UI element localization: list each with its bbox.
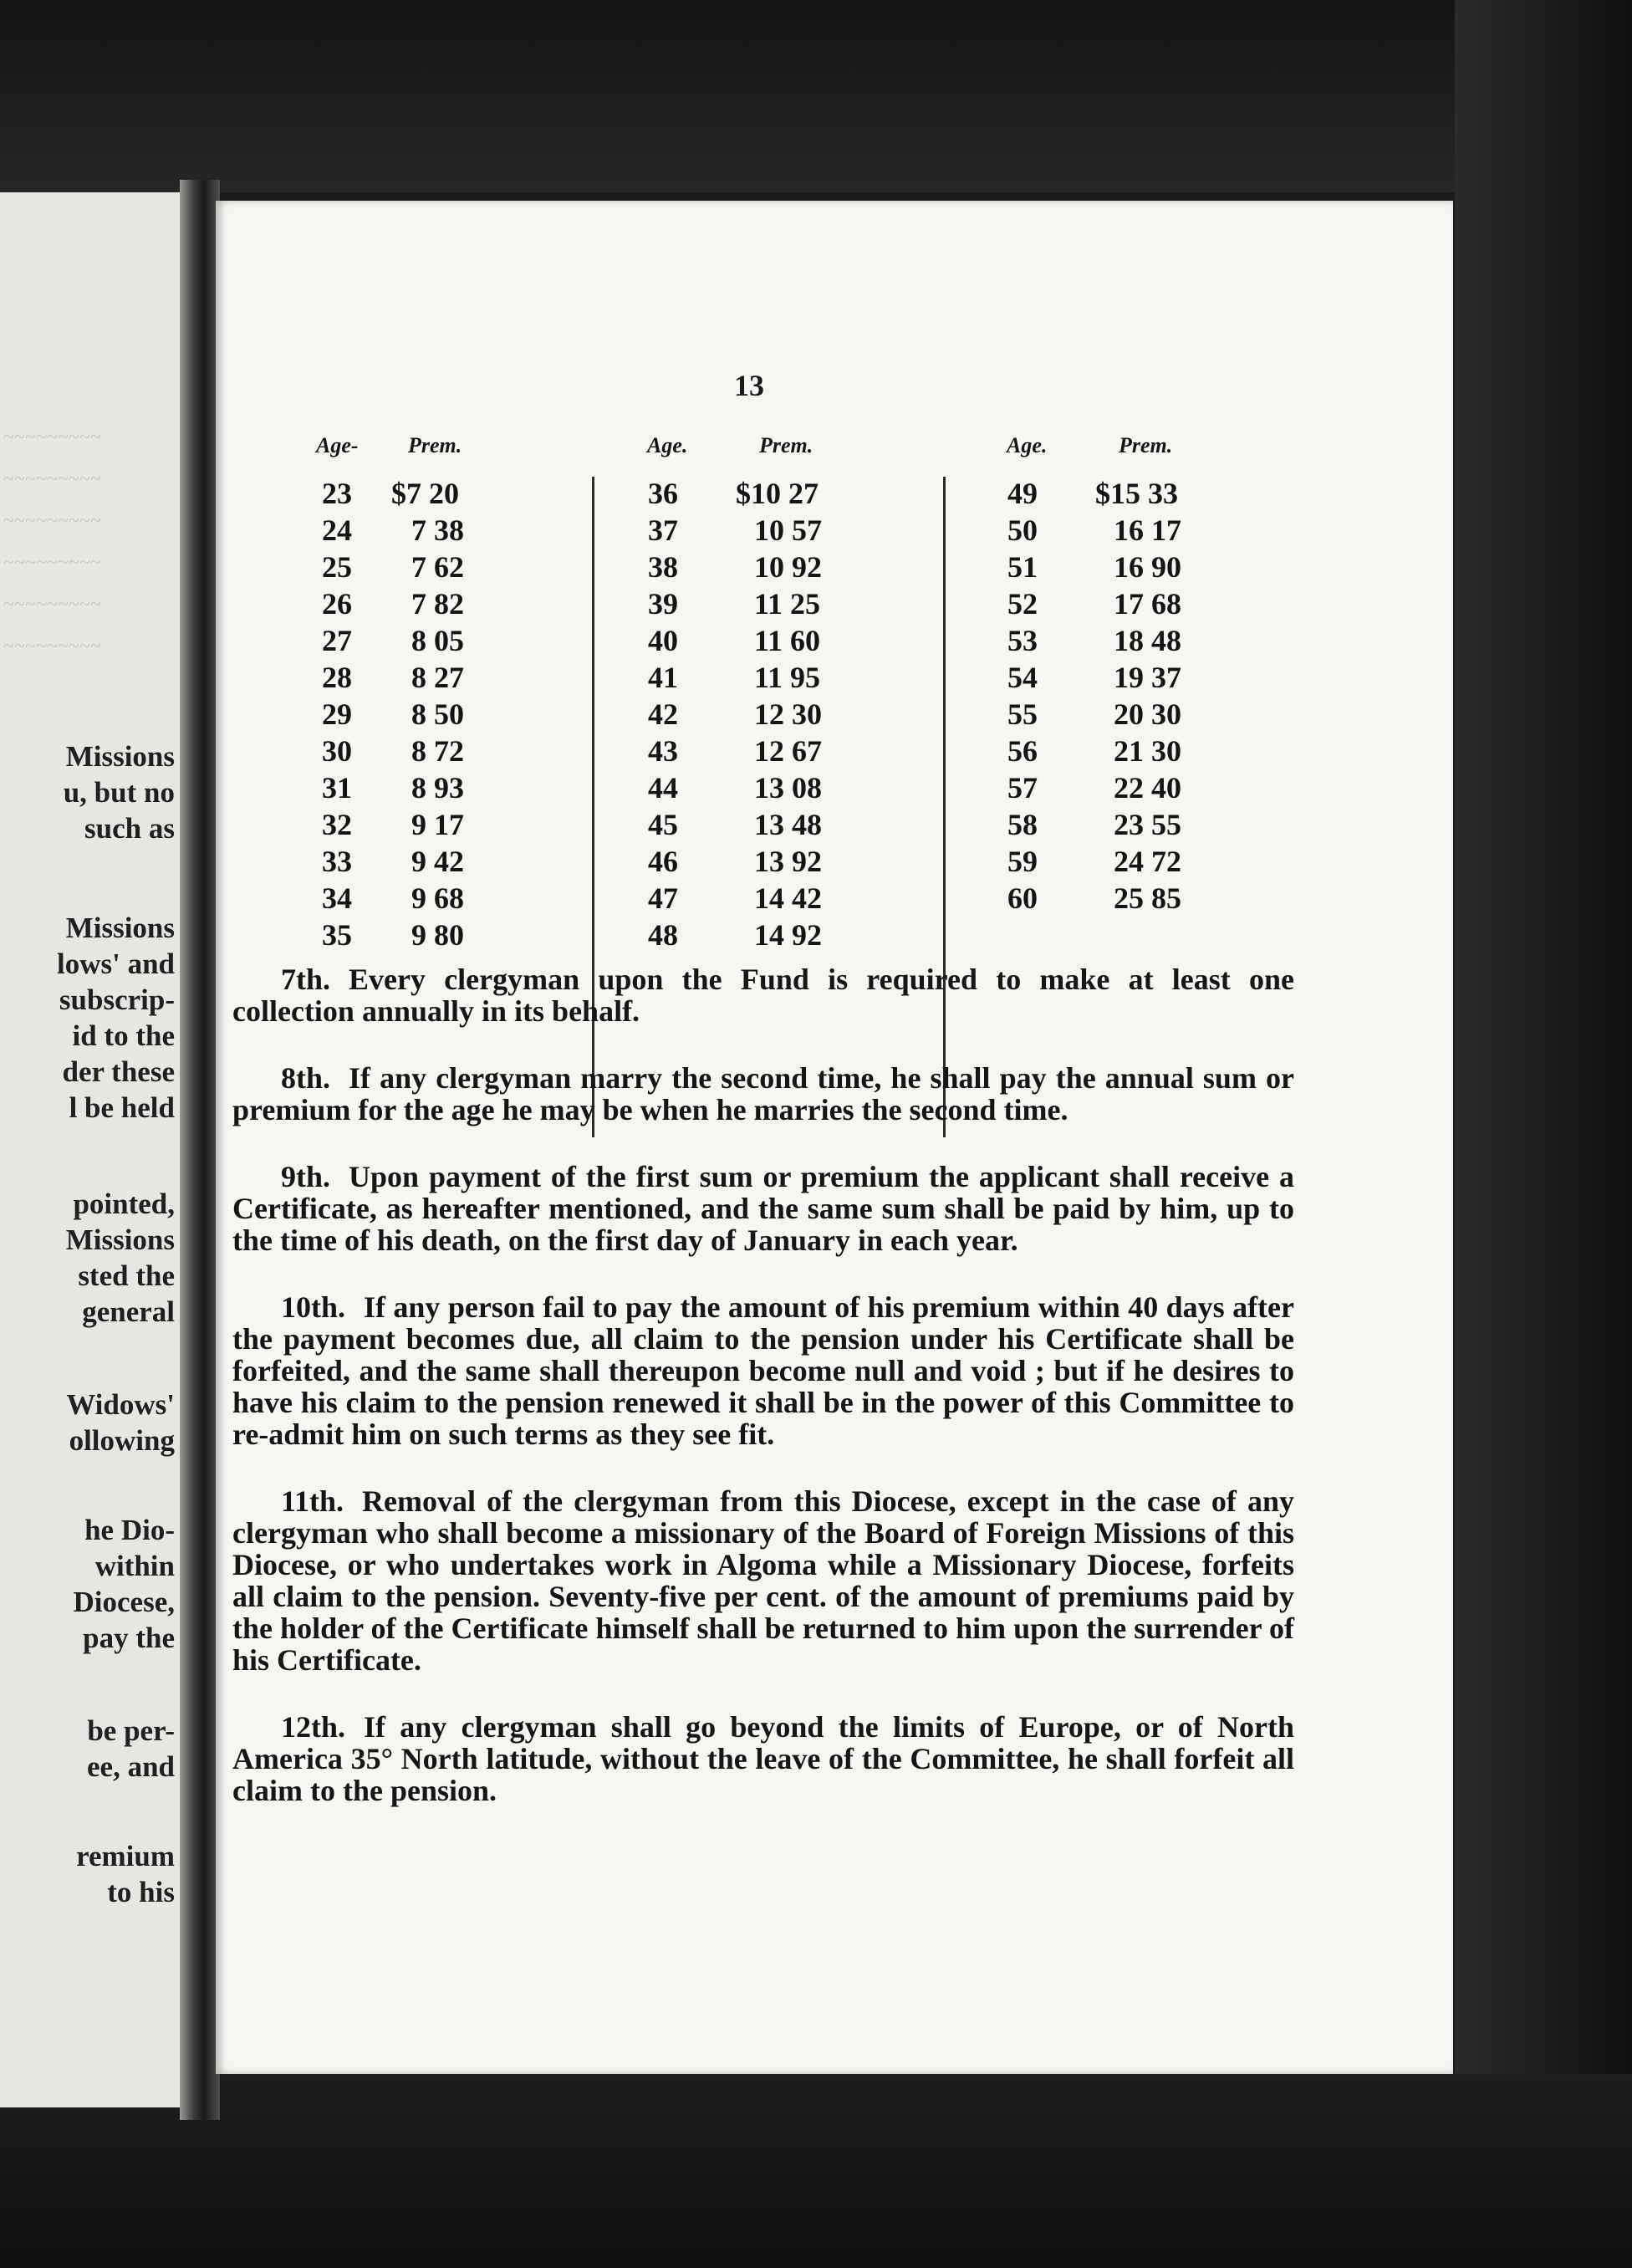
table-row <box>308 806 558 843</box>
premium-cell: 9 42 <box>411 845 464 878</box>
table-row <box>308 475 558 512</box>
left-page-line: ee, and <box>87 1750 175 1783</box>
premium-cell: 21 30 <box>1114 734 1181 768</box>
age-cell: 32 <box>322 808 352 841</box>
left-page-line: sted the <box>78 1259 175 1292</box>
table-row <box>308 549 558 585</box>
rules-section <box>232 963 1294 1841</box>
table-header-row <box>634 433 901 475</box>
left-page-line: u, but no <box>63 776 175 809</box>
rule-paragraph <box>232 1062 1294 1126</box>
table-row <box>993 512 1261 549</box>
left-page-line: within <box>94 1550 175 1582</box>
left-page-line: such as <box>84 812 175 845</box>
age-cell: 57 <box>1007 771 1038 805</box>
premium-cell: 11 95 <box>754 661 821 694</box>
rule-number: 9th. <box>281 1160 331 1193</box>
page-number: 13 <box>734 369 764 402</box>
left-page-line: Missions <box>65 740 175 773</box>
rule-number: 10th. <box>281 1290 346 1324</box>
premium-table-column-1 <box>308 433 558 953</box>
premium-cell: 8 93 <box>411 771 464 805</box>
table-row <box>308 917 558 953</box>
premium-cell: 16 90 <box>1114 550 1181 584</box>
left-page-line: Missions <box>65 912 175 944</box>
table-header-row <box>993 433 1261 475</box>
premium-cell: 25 85 <box>1114 881 1181 915</box>
table-row <box>634 733 901 769</box>
table-row <box>634 475 901 512</box>
table-row <box>993 475 1261 512</box>
rule-text: If any clergyman shall go beyond the limits of Europe, or of North America 35° North latitude, without the leave of the Committee, he shall forfeit all claim to the pension. <box>232 1710 1294 1807</box>
table-row <box>993 733 1261 769</box>
age-cell: 55 <box>1007 697 1038 731</box>
age-cell: 26 <box>322 587 352 621</box>
age-cell: 48 <box>648 918 678 952</box>
table-header-row <box>308 433 558 475</box>
document-page <box>216 201 1453 2074</box>
premium-cell: 7 82 <box>411 587 464 621</box>
table-row <box>308 585 558 622</box>
age-cell: 31 <box>322 771 352 805</box>
age-cell: 43 <box>648 734 678 768</box>
age-cell: 28 <box>322 661 352 694</box>
premium-cell: 9 80 <box>411 918 464 952</box>
age-cell: 59 <box>1007 845 1038 878</box>
premium-cell: 17 68 <box>1114 587 1181 621</box>
age-cell: 29 <box>322 697 352 731</box>
premium-cell: 23 55 <box>1114 808 1181 841</box>
premium-cell: 11 25 <box>754 587 821 621</box>
premium-cell: 22 40 <box>1114 771 1181 805</box>
premium-cell: 7 62 <box>411 550 464 584</box>
premium-cell: 13 92 <box>754 845 822 878</box>
premium-cell: 24 72 <box>1114 845 1181 878</box>
table-row <box>634 659 901 696</box>
rule-paragraph <box>232 1711 1294 1806</box>
rule-text: If any person fail to pay the amount of his premium within 40 days after the payment becomes due, all claim to the pension under his Certificate shall be forfeited, and the same shall thereupon become null and void ; but if he desires to have his claim to the pension renewed it shall be in the power of this Committee to re-admit him on such terms as they see fit. <box>232 1290 1294 1451</box>
age-cell: 52 <box>1007 587 1038 621</box>
table-row <box>308 843 558 880</box>
premium-cell: 10 92 <box>754 550 822 584</box>
age-cell: 44 <box>648 771 678 805</box>
rule-paragraph <box>232 1485 1294 1676</box>
premium-cell: $10 27 <box>736 477 819 510</box>
table-row <box>308 880 558 917</box>
age-column-header: Age. <box>1007 433 1048 457</box>
age-cell: 33 <box>322 845 352 878</box>
premium-cell: 10 57 <box>754 513 822 547</box>
table-row <box>993 806 1261 843</box>
premium-cell: 13 08 <box>754 771 822 805</box>
premium-cell: 12 67 <box>754 734 822 768</box>
age-cell: 27 <box>322 624 352 657</box>
left-page-line: he Dio- <box>84 1514 175 1546</box>
rule-number: 12th. <box>281 1710 346 1744</box>
premium-cell: 9 17 <box>411 808 464 841</box>
left-page-line: id to the <box>72 1019 175 1052</box>
age-cell: 41 <box>648 661 678 694</box>
premium-cell: 7 38 <box>411 513 464 547</box>
left-page-line: general <box>82 1295 175 1328</box>
left-page-line: der these <box>62 1055 175 1088</box>
table-row <box>634 512 901 549</box>
premium-cell: 20 30 <box>1114 697 1181 731</box>
rule-number: 8th. <box>281 1061 331 1095</box>
age-cell: 24 <box>322 513 352 547</box>
age-cell: 25 <box>322 550 352 584</box>
rule-text: Upon payment of the first sum or premium the applicant shall receive a Certificate, as hereafter mentioned, and the same sum shall be paid by him, up to the time of his death, on the first day of January in each year. <box>232 1160 1294 1257</box>
age-cell: 56 <box>1007 734 1038 768</box>
rule-paragraph <box>232 963 1294 1027</box>
age-cell: 51 <box>1007 550 1038 584</box>
scan-background-top <box>0 0 1632 192</box>
premium-cell: 14 42 <box>754 881 822 915</box>
age-cell: 53 <box>1007 624 1038 657</box>
table-row <box>634 769 901 806</box>
scan-background-bottom <box>0 2074 1632 2268</box>
age-cell: 45 <box>648 808 678 841</box>
left-page-line: l be held <box>69 1091 175 1124</box>
premium-table-column-3 <box>993 433 1261 917</box>
age-cell: 58 <box>1007 808 1038 841</box>
premium-cell: $15 33 <box>1095 477 1178 510</box>
age-cell: 40 <box>648 624 678 657</box>
left-page-line: subscrip- <box>59 983 175 1016</box>
age-cell: 46 <box>648 845 678 878</box>
table-row <box>634 843 901 880</box>
rule-text: Every clergyman upon the Fund is required to make at least one collection annually in its behalf. <box>232 963 1294 1028</box>
table-row <box>308 769 558 806</box>
table-row <box>308 696 558 733</box>
scan-background-right <box>1455 0 1632 2268</box>
table-row <box>634 696 901 733</box>
age-cell: 23 <box>322 477 352 510</box>
table-row <box>993 769 1261 806</box>
premium-cell: 9 68 <box>411 881 464 915</box>
left-page-line: Widows' <box>66 1388 175 1421</box>
premium-column-header: Prem. <box>759 433 813 457</box>
table-row <box>308 512 558 549</box>
table-row <box>993 659 1261 696</box>
premium-table-column-2 <box>634 433 901 953</box>
left-page-line: Diocese, <box>73 1586 175 1618</box>
rule-paragraph <box>232 1291 1294 1450</box>
premium-cell: 18 48 <box>1114 624 1181 657</box>
premium-column-header: Prem. <box>1119 433 1173 457</box>
table-row <box>308 733 558 769</box>
age-cell: 35 <box>322 918 352 952</box>
premium-cell: 8 27 <box>411 661 464 694</box>
table-row <box>634 806 901 843</box>
premium-cell: 13 48 <box>754 808 822 841</box>
table-row <box>308 622 558 659</box>
table-row <box>634 549 901 585</box>
table-row <box>634 585 901 622</box>
age-cell: 39 <box>648 587 678 621</box>
left-page-line: pointed, <box>73 1188 175 1220</box>
rule-text: If any clergyman marry the second time, he shall pay the annual sum or premium for the age he may be when he marries the second time. <box>232 1061 1294 1126</box>
premium-cell: 19 37 <box>1114 661 1181 694</box>
book-spine-gutter <box>180 180 220 2120</box>
left-page-line: pay the <box>83 1622 175 1654</box>
premium-cell: 14 92 <box>754 918 822 952</box>
age-cell: 38 <box>648 550 678 584</box>
premium-cell: 12 30 <box>754 697 822 731</box>
premium-column-header: Prem. <box>408 433 462 457</box>
age-cell: 42 <box>648 697 678 731</box>
premium-cell: $7 20 <box>391 477 459 510</box>
rule-number: 11th. <box>281 1484 344 1518</box>
rule-text: Removal of the clergyman from this Diocese, except in the case of any clergyman who shall become a missionary of the Board of Foreign Missions of this Diocese, or who undertakes work in Algoma while a Missionary Diocese, forfeits all claim to the pension. Seventy-five per cent. of the amount of premiums paid by the holder of the Certificate himself shall be returned to him upon the surrender of his Certificate. <box>232 1484 1294 1677</box>
left-page-line: remium <box>76 1840 175 1872</box>
premium-cell: 8 72 <box>411 734 464 768</box>
left-page-line: ollowing <box>69 1424 175 1457</box>
left-page-line: Missions <box>65 1223 175 1256</box>
table-row <box>308 659 558 696</box>
table-row <box>993 843 1261 880</box>
age-cell: 50 <box>1007 513 1038 547</box>
premium-cell: 8 05 <box>411 624 464 657</box>
age-cell: 54 <box>1007 661 1038 694</box>
age-column-header: Age. <box>647 433 688 457</box>
age-column-header: Age- <box>316 433 359 457</box>
table-row <box>993 549 1261 585</box>
table-row <box>993 696 1261 733</box>
premium-cell: 16 17 <box>1114 513 1181 547</box>
age-cell: 37 <box>648 513 678 547</box>
table-row <box>993 585 1261 622</box>
age-cell: 47 <box>648 881 678 915</box>
age-cell: 60 <box>1007 881 1038 915</box>
table-row <box>634 917 901 953</box>
rule-number: 7th. <box>281 963 331 996</box>
age-cell: 30 <box>322 734 352 768</box>
left-page-line: lows' and <box>56 948 175 980</box>
table-row <box>993 622 1261 659</box>
premium-cell: 11 60 <box>754 624 821 657</box>
age-cell: 36 <box>648 477 678 510</box>
left-page-fragment: ~~~~~~~~~ ~~~~~~~~~ ~~~~~~~~~ ~~~~~~~~~ ~~~~~~~~~ ~~~~~~~~~ Missions u, but no such as Missions lows' and subscrip- id to the der these l be held pointed, Missions sted the general Widows' ollowing he Dio- within Diocese, pay the be per- ee, and remium to his <box>0 192 181 2107</box>
age-cell: 34 <box>322 881 352 915</box>
left-page-line: to his <box>107 1876 175 1908</box>
table-row <box>634 622 901 659</box>
age-cell: 49 <box>1007 477 1038 510</box>
table-row <box>993 880 1261 917</box>
rule-paragraph <box>232 1161 1294 1256</box>
table-row <box>634 880 901 917</box>
left-page-line: be per- <box>87 1714 175 1747</box>
premium-cell: 8 50 <box>411 697 464 731</box>
